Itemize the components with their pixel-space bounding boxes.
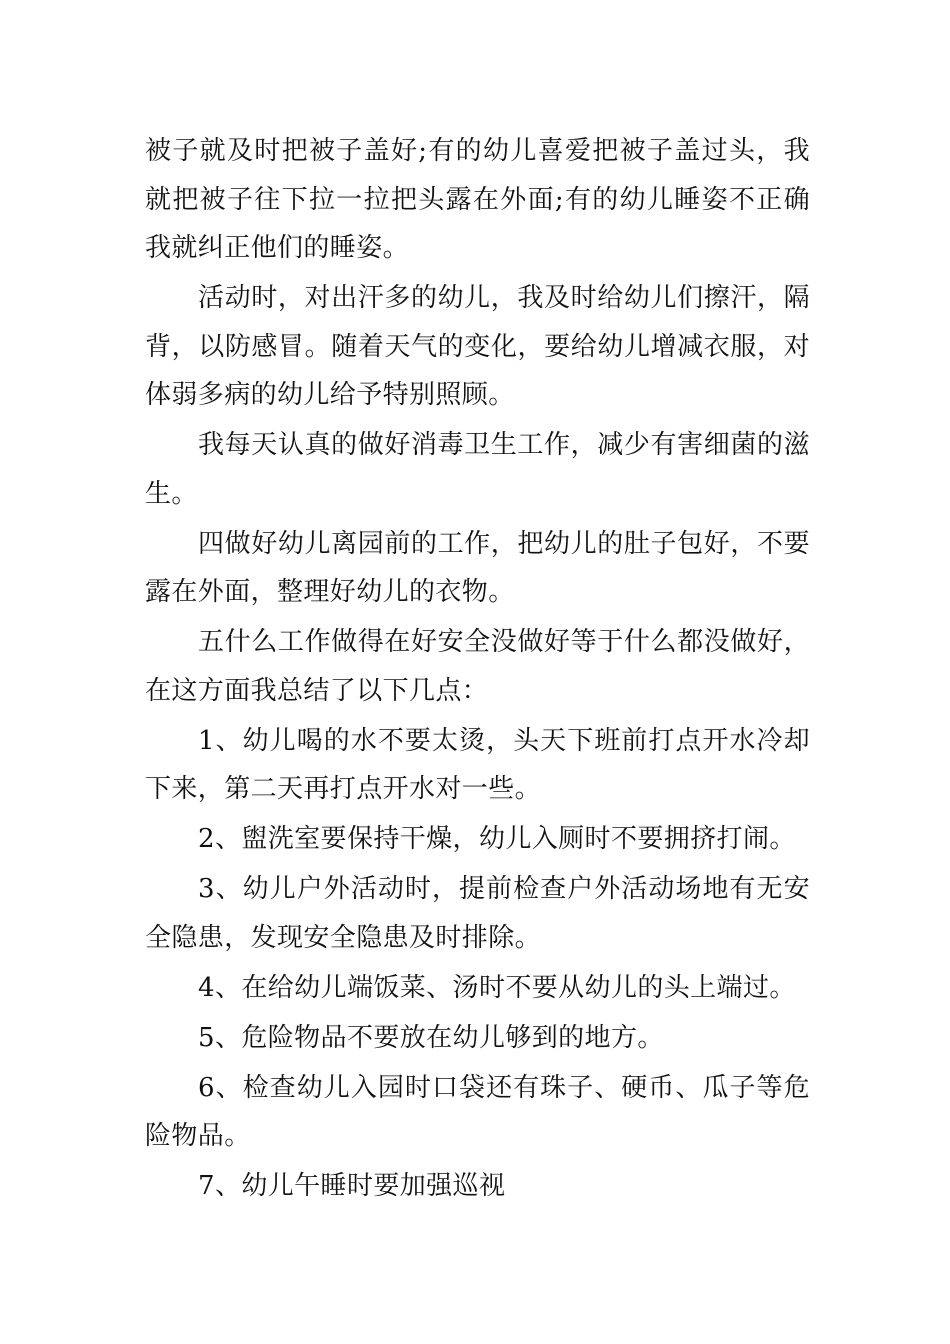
paragraph-5: 五什么工作做得在好安全没做好等于什么都没做好，在这方面我总结了以下几点： [145, 627, 810, 706]
list-item-7: 7、幼儿午睡时要加强巡视 [198, 1171, 506, 1201]
paragraph-3: 我每天认真的做好消毒卫生工作，减少有害细菌的滋生。 [145, 430, 810, 509]
list-item-6: 6、检查幼儿入园时口袋还有珠子、硬币、瓜子等危险物品。 [145, 1072, 810, 1151]
list-item-2: 2、盥洗室要保持干燥，幼儿入厕时不要拥挤打闹。 [198, 824, 796, 854]
paragraph-4: 四做好幼儿离园前的工作，把幼儿的肚子包好，不要露在外面，整理好幼儿的衣物。 [145, 528, 810, 607]
list-item-5: 5、危险物品不要放在幼儿够到的地方。 [198, 1022, 664, 1053]
list-item-4: 4、在给幼儿端饭菜、汤时不要从幼儿的头上端过。 [198, 972, 796, 1003]
paragraph-2: 活动时，对出汗多的幼儿，我及时给幼儿们擦汗，隔背，以防感冒。随着天气的变化，要给幼儿增减衣服，对体弱多病的幼儿给予特别照顾。 [145, 283, 810, 410]
list-item-1: 1、幼儿喝的水不要太烫，头天下班前打点开水冷却下来，第二天再打点开水对一些。 [145, 725, 810, 804]
paragraph-1: 被子就及时把被子盖好;有的幼儿喜爱把被子盖过头，我就把被子往下拉一拉把头露在外面;有的幼儿睡姿不正确我就纠正他们的睡姿。 [145, 136, 810, 263]
document-body [145, 127, 810, 1212]
list-item-3: 3、幼儿户外活动时，提前检查户外活动场地有无安全隐患，发现安全隐患及时排除。 [145, 874, 810, 953]
